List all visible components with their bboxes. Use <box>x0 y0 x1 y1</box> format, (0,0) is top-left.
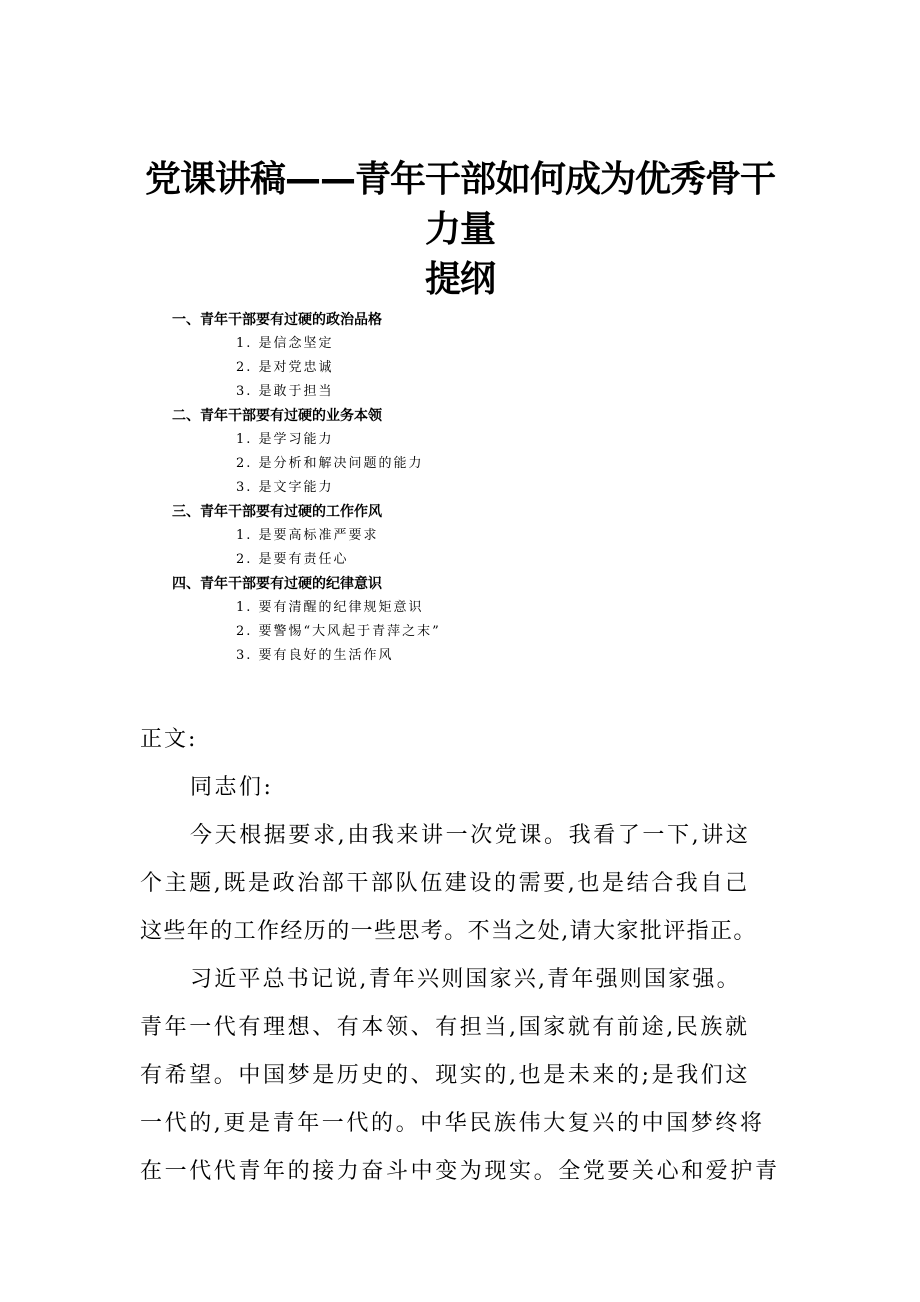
outline-section-heading: 四、青年干部要有过硬的纪律意识 <box>172 576 382 592</box>
outline-section-heading: 三、青年干部要有过硬的工作作风 <box>172 504 382 520</box>
document-title-line-2: 力量 <box>424 209 495 250</box>
outline-item: 1. 是信念坚定 <box>236 336 334 351</box>
body-label: 正文: <box>140 727 198 752</box>
outline-section-heading: 二、青年干部要有过硬的业务本领 <box>172 408 382 424</box>
body-line: 个主题,既是政治部干部队伍建设的需要,也是结合我自己 <box>140 871 750 896</box>
outline-item: 1. 是要高标准严要求 <box>236 528 379 543</box>
outline-item: 3. 是文字能力 <box>236 480 334 495</box>
outline-item: 2. 要警惕“大风起于青萍之末” <box>236 624 441 639</box>
outline-item: 3. 是敢于担当 <box>236 384 334 399</box>
body-line: 一代的,更是青年一代的。中华民族伟大复兴的中国梦终将 <box>140 1111 765 1136</box>
outline-item: 2. 是对党忠诚 <box>236 360 334 375</box>
body-line: 习近平总书记说,青年兴则国家兴,青年强则国家强。 <box>190 967 741 992</box>
outline-item: 1. 要有清醒的纪律规矩意识 <box>236 600 424 615</box>
outline-heading: 提纲 <box>424 259 495 300</box>
outline-item: 3. 要有良好的生活作风 <box>236 648 394 663</box>
outline-item: 1. 是学习能力 <box>236 432 334 447</box>
outline-section-heading: 一、青年干部要有过硬的政治品格 <box>172 312 382 328</box>
body-line: 在一代代青年的接力奋斗中变为现实。全党要关心和爱护青 <box>140 1159 780 1184</box>
body-line: 有希望。中国梦是历史的、现实的,也是未来的;是我们这 <box>140 1063 751 1088</box>
body-line: 这些年的工作经历的一些思考。不当之处,请大家批评指正。 <box>140 919 757 944</box>
outline-item: 2. 是要有责任心 <box>236 552 349 567</box>
greeting: 同志们: <box>190 775 274 800</box>
outline-item: 2. 是分析和解决问题的能力 <box>236 456 424 471</box>
body-line: 今天根据要求,由我来讲一次党课。我看了一下,讲这 <box>190 823 751 848</box>
document-title-line-1: 党课讲稿——青年干部如何成为优秀骨干 <box>144 159 775 200</box>
outline-list <box>0 308 920 668</box>
body-line: 青年一代有理想、有本领、有担当,国家就有前途,民族就 <box>140 1015 750 1040</box>
